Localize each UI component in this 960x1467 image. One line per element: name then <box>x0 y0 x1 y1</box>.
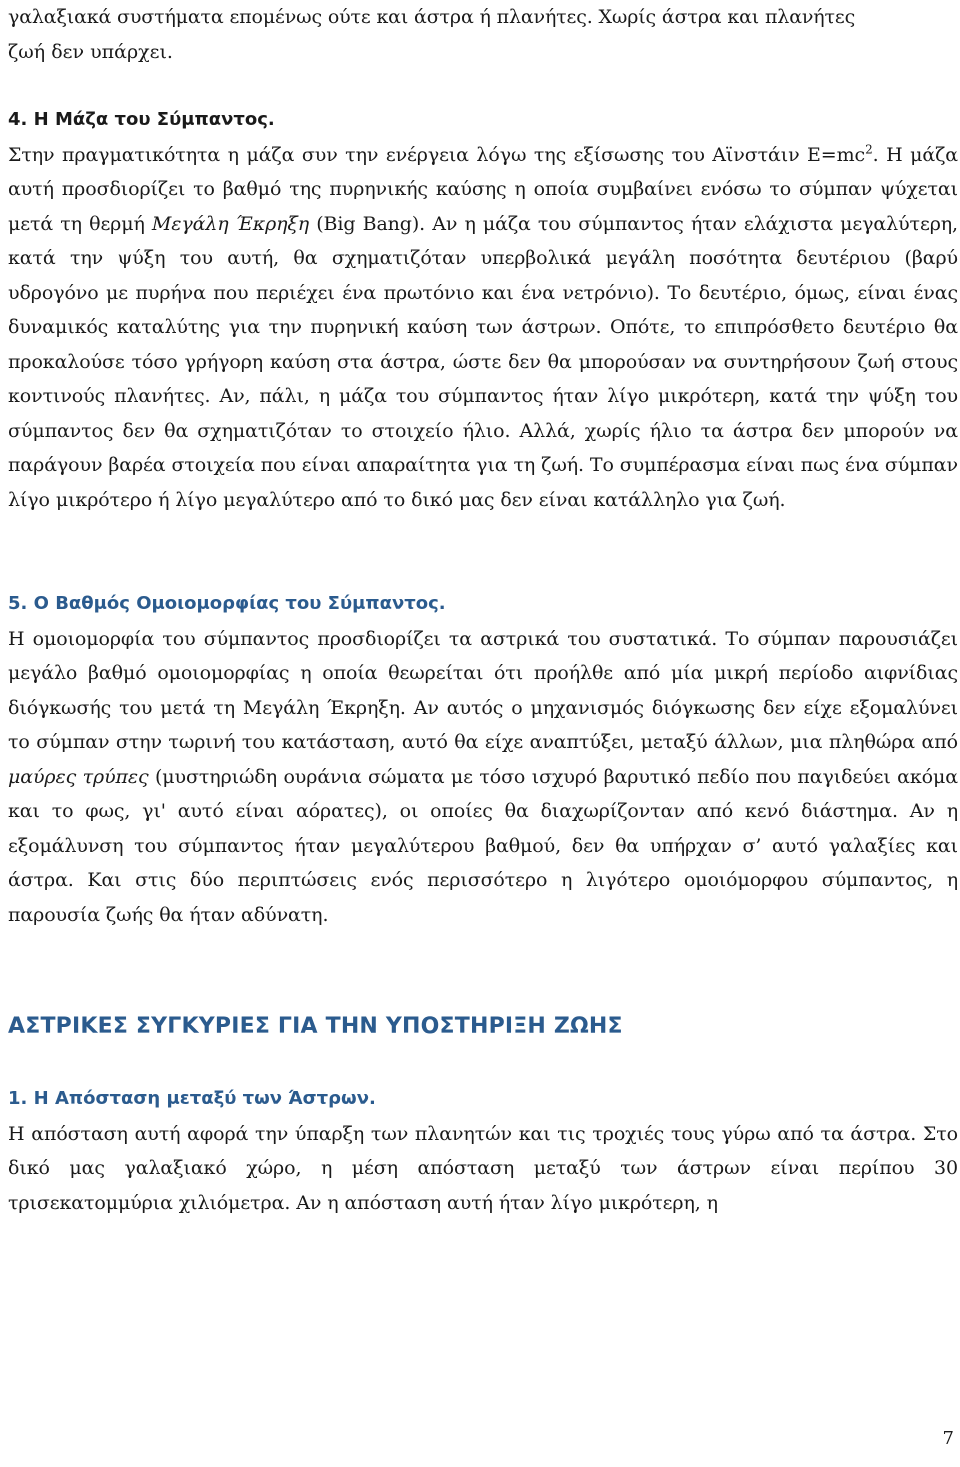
document-page <box>8 0 958 1220</box>
spacer <box>8 517 958 587</box>
spacer <box>8 69 958 103</box>
spacer <box>8 1044 958 1082</box>
italic-term: Μεγάλη Έκρηξη <box>151 212 310 235</box>
intro-line-2: ζωή δεν υπάρχει. <box>8 40 173 63</box>
page-number: 7 <box>942 1428 954 1449</box>
intro-line-1: γαλαξιακά συστήματα επομένως ούτε και άστρα ή πλανήτες. Χωρίς άστρα και πλανήτες <box>8 6 856 28</box>
section-5-heading: 5. Ο Βαθμός Ομοιομορφίας του Σύμπαντος. <box>8 593 446 614</box>
spacer <box>8 932 958 1010</box>
section-1-paragraph: Η απόσταση αυτή αφορά την ύπαρξη των πλανητών και τις τροχιές τους γύρω από τα άστρα. Στο δικό μας γαλαξιακό χώρο, η μέση απόσταση μεταξύ των άστρων είναι περίπου 30 τρισεκατομμύρια χιλιόμετρα. Αν η απόσταση αυτή ήταν λίγο μικρότερη, η <box>8 1122 958 1214</box>
chapter-title: ΑΣΤΡΙΚΕΣ ΣΥΓΚΥΡΙΕΣ ΓΙΑ ΤΗΝ ΥΠΟΣΤΗΡΙΞΗ ΖΩΗΣ <box>8 1014 623 1039</box>
section-1-heading: 1. Η Απόσταση μεταξύ των Άστρων. <box>8 1088 376 1109</box>
superscript: 2 <box>865 142 873 157</box>
italic-term: μαύρες τρύπες <box>8 765 149 788</box>
section-4-heading: 4. Η Μάζα του Σύμπαντος. <box>8 109 275 130</box>
section-5-paragraph: Η ομοιομορφία του σύμπαντος προσδιορίζει τα αστρικά του συστατικά. Το σύμπαν παρουσιάζει μεγάλο βαθμό ομοιομορφίας η οποία θεωρείται ότι προήλθε από μία μικρή περίοδο αιφνίδιας διόγκωσής του μετά τη Μεγάλη Έκρηξη. Αν αυτός ο μηχανισμός διόγκωσης δεν είχε εξομαλύνει το σύμπαν στην τωρινή του κατάσταση, αυτό θα είχε αναπτύξει, μεταξύ άλλων, μια πληθώρα από μαύρες τρύπες (μυστηριώδη ουράνια σώματα με τόσο ισχυρό βαρυτικό πεδίο που παγιδεύει ακόμα και το φως, γι' αυτό είναι αόρατες), οι οποίες θα διαχωρίζονταν από κενό διάστημα. Αν η εξομάλυνση του σύμπαντος ήταν μεγαλύτερου βαθμού, δεν θα υπήρχαν σ’ αυτό γαλαξίες και άστρα. Και στις δύο περιπτώσεις ενός περισσότερο η λιγότερο ομοιόμορφου σύμπαντος, η παρουσία ζωής θα ήταν αδύνατη. <box>8 627 958 926</box>
section-4-paragraph: Στην πραγματικότητα η μάζα συν την ενέργεια λόγω της εξίσωσης του Αϊνστάιν $E=mc^2$. Η μάζα αυτή προσδιορίζει το βαθμό της πυρηνικής καύσης η οποία συμβαίνει ενόσω το σύμπαν ψύχεται μετά τη θερμή Μεγάλη Έκρηξη (Big Bang). Αν η μάζα του σύμπαντος ήταν ελάχιστα μεγαλύτερη, κατά την ψύξη του αυτή, θα σχηματιζόταν υπερβολικά μεγάλη ποσότητα δευτέριου (βαρύ υδρογόνο με πυρήνα που περιέχει ένα πρωτόνιο και ένα νετρόνιο). Το δευτέριο, όμως, είναι ένας δυναμικός καταλύτης για την πυρηνική καύση των άστρων. Οπότε, το επιπρόσθετο δευτέριο θα προκαλούσε τόσο γρήγορη καύση στα άστρα, ώστε δεν θα μπορούσαν να συντηρήσουν ζωή στους κοντινούς πλανήτες. Αν, πάλι, η μάζα του σύμπαντος ήταν λίγο μικρότερη, κατά την ψύξη του σύμπαντος δεν θα σχηματιζόταν το στοιχείο ήλιο. Αλλά, χωρίς ήλιο τα άστρα δεν μπορούν να παράγουν βαρέα στοιχεία που είναι απαραίτητα για τη ζωή. Το συμπέρασμα είναι πως ένα σύμπαν λίγο μικρότερο ή λίγο μεγαλύτερο από το δικό μας δεν είναι κατάλληλο για ζωή. <box>8 142 958 511</box>
